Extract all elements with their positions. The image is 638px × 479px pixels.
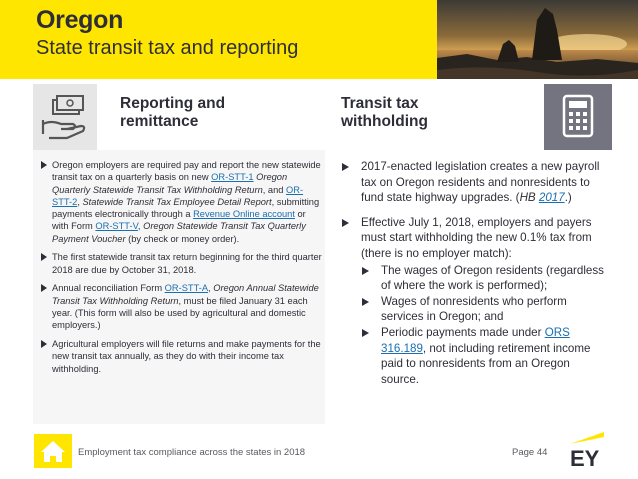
page-title: Oregon [36, 6, 124, 34]
withholding-heading: Transit tax withholding [341, 95, 428, 130]
withholding-panel [330, 84, 612, 424]
sub-bullet-list [361, 263, 609, 388]
list-item: Oregon employers are required pay and report the new statewide transit tax on a quarterly basis on new OR-STT-1 Oregon Quarterly Statewide Transit Tax Withholding Return, and OR-STT-2, Statewide Transit Tax Employee Detail Report, submitting payments electronically through a Revenue Online account or with Form OR-STT-V, Oregon Statewide Transit Tax Quarterly Payment Voucher (by check or money order). [40, 159, 322, 245]
withholding-bullet-list [341, 159, 609, 396]
sub-list-item: Periodic payments made under ORS 316.189, not including retirement income paid to nonresidents from an Oregon source. [361, 325, 609, 387]
list-item: Agricultural employers will file returns and make payments for the new transit tax annually, as they do with their income tax withholding. [40, 338, 322, 375]
page-subtitle: State transit tax and reporting [36, 37, 299, 59]
svg-text:EY: EY [570, 446, 600, 470]
sub-list-item: Wages of nonresidents who perform services in Oregon; and [361, 294, 609, 325]
list-item: Annual reconciliation Form OR-STT-A, Oregon Annual Statewide Transit Tax Withholding Return, must be filed January 31 each year. (This form will also be used by agricultural and domestic employers.) [40, 282, 322, 331]
or-stt-2-link[interactable]: OR-STT-2 [52, 184, 304, 207]
calculator-icon [544, 84, 612, 150]
ey-logo [560, 420, 608, 470]
or-stt-a-link[interactable]: OR-STT-A [164, 283, 209, 294]
money-hand-icon-box [33, 84, 97, 150]
home-icon [34, 434, 72, 468]
sub-list-item: The wages of Oregon residents (regardless of where the work is performed); [361, 263, 609, 294]
or-stt-1-link[interactable]: OR-STT-1 [211, 172, 254, 183]
header-banner [0, 0, 638, 79]
ors-316-189-link[interactable]: ORS 316.189 [381, 325, 570, 355]
or-stt-v-link[interactable]: OR-STT-V [95, 221, 138, 232]
page-number: Page 44 [512, 447, 548, 458]
calculator-icon-box [544, 84, 612, 150]
reporting-section-header [33, 84, 325, 150]
footer-caption: Employment tax compliance across the states in 2018 [78, 447, 306, 458]
money-hand-icon [33, 84, 97, 150]
reporting-panel [33, 150, 325, 424]
reporting-heading: Reporting and remittance [120, 95, 226, 130]
list-item: Effective July 1, 2018, employers and payers must start withholding the new 0.1% tax from (there is no employer match): The wages of Oregon residents (regardless of where the work is performed); Wages of nonresidents who perform services in Oregon; and Periodic payments made under ORS 316.189, not including retirement income paid to nonresidents from an Oregon source. [341, 215, 609, 388]
list-item: The first statewide transit tax return beginning for the third quarter 2018 are due by October 31, 2018. [40, 251, 322, 276]
reporting-bullet-list [40, 159, 322, 381]
list-item: 2017-enacted legislation creates a new payroll tax on Oregon residents and nonresidents to fund state highway upgrades. (HB 2017.) [341, 159, 609, 206]
revenue-online-link[interactable]: Revenue Online account [193, 209, 295, 220]
hb-2017-link[interactable]: 2017 [538, 191, 565, 205]
header-photo [437, 0, 638, 79]
home-button[interactable] [34, 434, 72, 468]
